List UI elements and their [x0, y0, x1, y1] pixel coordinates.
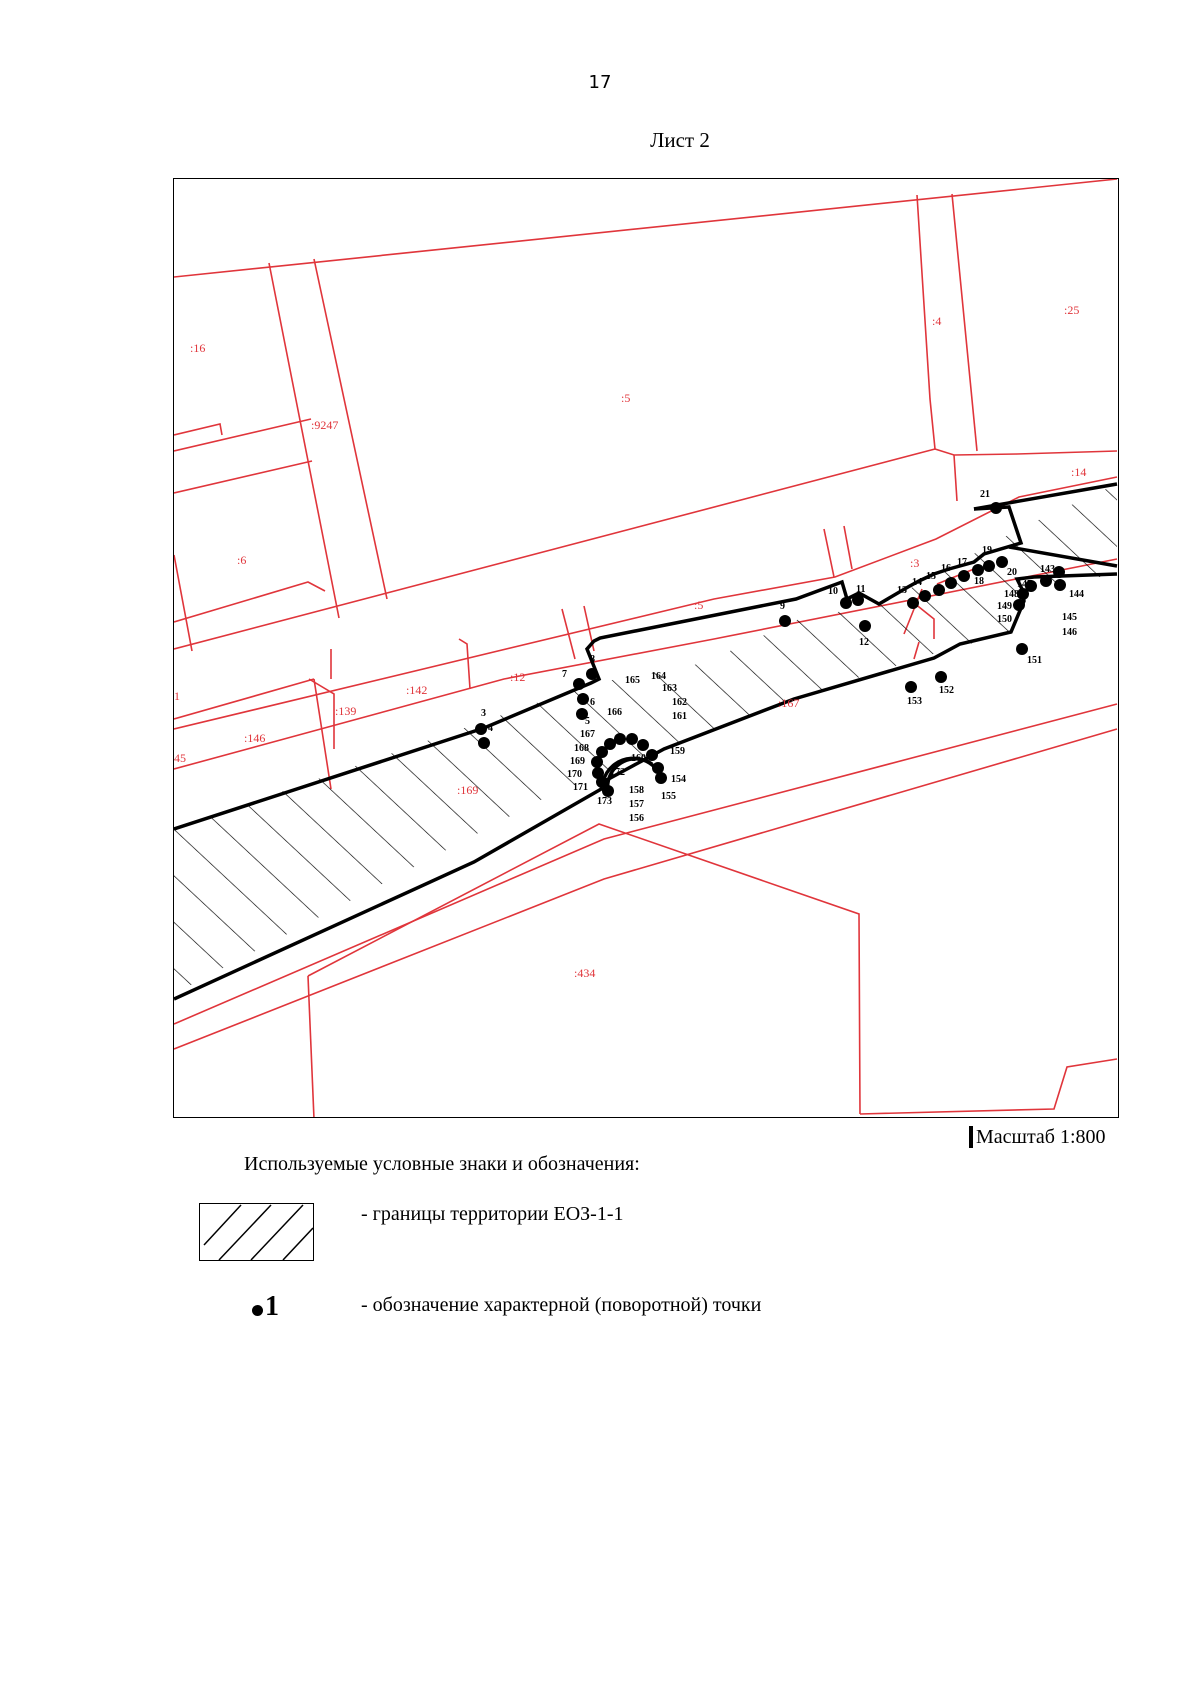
page-number: 17 — [588, 72, 612, 93]
legend-point-sample — [252, 1291, 279, 1323]
point-label: 160 — [631, 753, 646, 764]
point-label: 19 — [982, 545, 992, 556]
parcel-label: :4 — [932, 314, 942, 328]
point-label: 150 — [997, 614, 1012, 625]
parcel-label: 45 — [174, 751, 186, 765]
map-frame — [173, 178, 1119, 1118]
parcel-label: :25 — [1064, 303, 1080, 317]
parcel-label: :6 — [237, 553, 247, 567]
parcel-label: :9247 — [311, 418, 339, 432]
parcel-label: :434 — [574, 966, 596, 980]
point-label: 164 — [651, 671, 666, 682]
legend-point-number: 1 — [265, 1291, 279, 1322]
legend-point-label: - обозначение характерной (поворотной) точки — [361, 1294, 762, 1316]
parcel-label: :16 — [190, 341, 206, 355]
point-label: 10 — [828, 586, 838, 597]
point-label: 166 — [607, 707, 622, 718]
point-label: 9 — [780, 601, 785, 612]
hatch-swatch — [199, 1203, 314, 1261]
point-label: 153 — [907, 696, 922, 707]
point-label: 173 — [597, 796, 612, 807]
point-label: 11 — [856, 584, 866, 595]
parcel-label: :139 — [335, 704, 357, 718]
point-label: 3 — [481, 708, 486, 719]
parcel-label: :167 — [778, 696, 800, 710]
point-label: 157 — [629, 799, 644, 810]
point-label: 159 — [670, 746, 685, 757]
legend-hatch-label: - границы территории ЕОЗ-1-1 — [361, 1203, 624, 1225]
point-label: 158 — [629, 785, 644, 796]
point-label: 17 — [957, 557, 967, 568]
point-label: 148 — [1004, 589, 1019, 600]
point-label: 13 — [897, 585, 907, 596]
point-label: 171 — [573, 782, 588, 793]
point-label: 16 — [941, 563, 951, 574]
parcel-label: 1 — [174, 689, 180, 703]
point-label: 162 — [672, 697, 687, 708]
point-label: 156 — [629, 813, 644, 824]
parcel-boundaries — [174, 179, 1117, 1118]
point-label: 161 — [672, 711, 687, 722]
point-label: 20 — [1007, 567, 1017, 578]
point-label: 6 — [590, 697, 595, 708]
point-label: 170 — [567, 769, 582, 780]
point-dot-icon — [252, 1305, 263, 1316]
parcel-label: :5 — [694, 598, 704, 612]
parcel-label: :142 — [406, 683, 428, 697]
point-label: 149 — [997, 601, 1012, 612]
point-label: 143 — [1040, 564, 1055, 575]
parcel-label: :169 — [457, 783, 479, 797]
point-label: 147 — [1017, 579, 1032, 590]
legend-title: Используемые условные знаки и обозначения: — [244, 1153, 640, 1175]
parcel-label: :14 — [1071, 465, 1087, 479]
point-label: 7 — [562, 669, 567, 680]
parcel-label: :5 — [621, 391, 631, 405]
point-label: 163 — [662, 683, 677, 694]
point-label: 14 — [912, 577, 922, 588]
cadastral-map — [174, 179, 1119, 1118]
point-label: 146 — [1062, 627, 1077, 638]
point-label: 151 — [1027, 655, 1042, 666]
point-label: 145 — [1062, 612, 1077, 623]
map-scale: Масштаб 1:800 — [969, 1126, 1106, 1148]
point-label: 12 — [859, 637, 869, 648]
point-label: 21 — [980, 489, 990, 500]
point-label: 8 — [590, 654, 595, 665]
parcel-label: :3 — [910, 556, 920, 570]
point-label: 165 — [625, 675, 640, 686]
point-label: 4 — [488, 723, 493, 734]
point-label: 154 — [671, 774, 686, 785]
point-label: 152 — [939, 685, 954, 696]
point-label: 144 — [1069, 589, 1084, 600]
parcel-label: :12 — [510, 670, 526, 684]
parcel-label: :146 — [244, 731, 266, 745]
point-label: 18 — [974, 576, 984, 587]
sheet-label: Лист 2 — [650, 128, 710, 152]
point-label: 167 — [580, 729, 595, 740]
point-label: 168 — [574, 743, 589, 754]
point-label: 5 — [585, 716, 590, 727]
point-label: 15 — [926, 571, 936, 582]
point-label: 169 — [570, 756, 585, 767]
point-label: 155 — [661, 791, 676, 802]
point-label: 172 — [610, 767, 625, 778]
zone-hatch — [174, 179, 1119, 1118]
